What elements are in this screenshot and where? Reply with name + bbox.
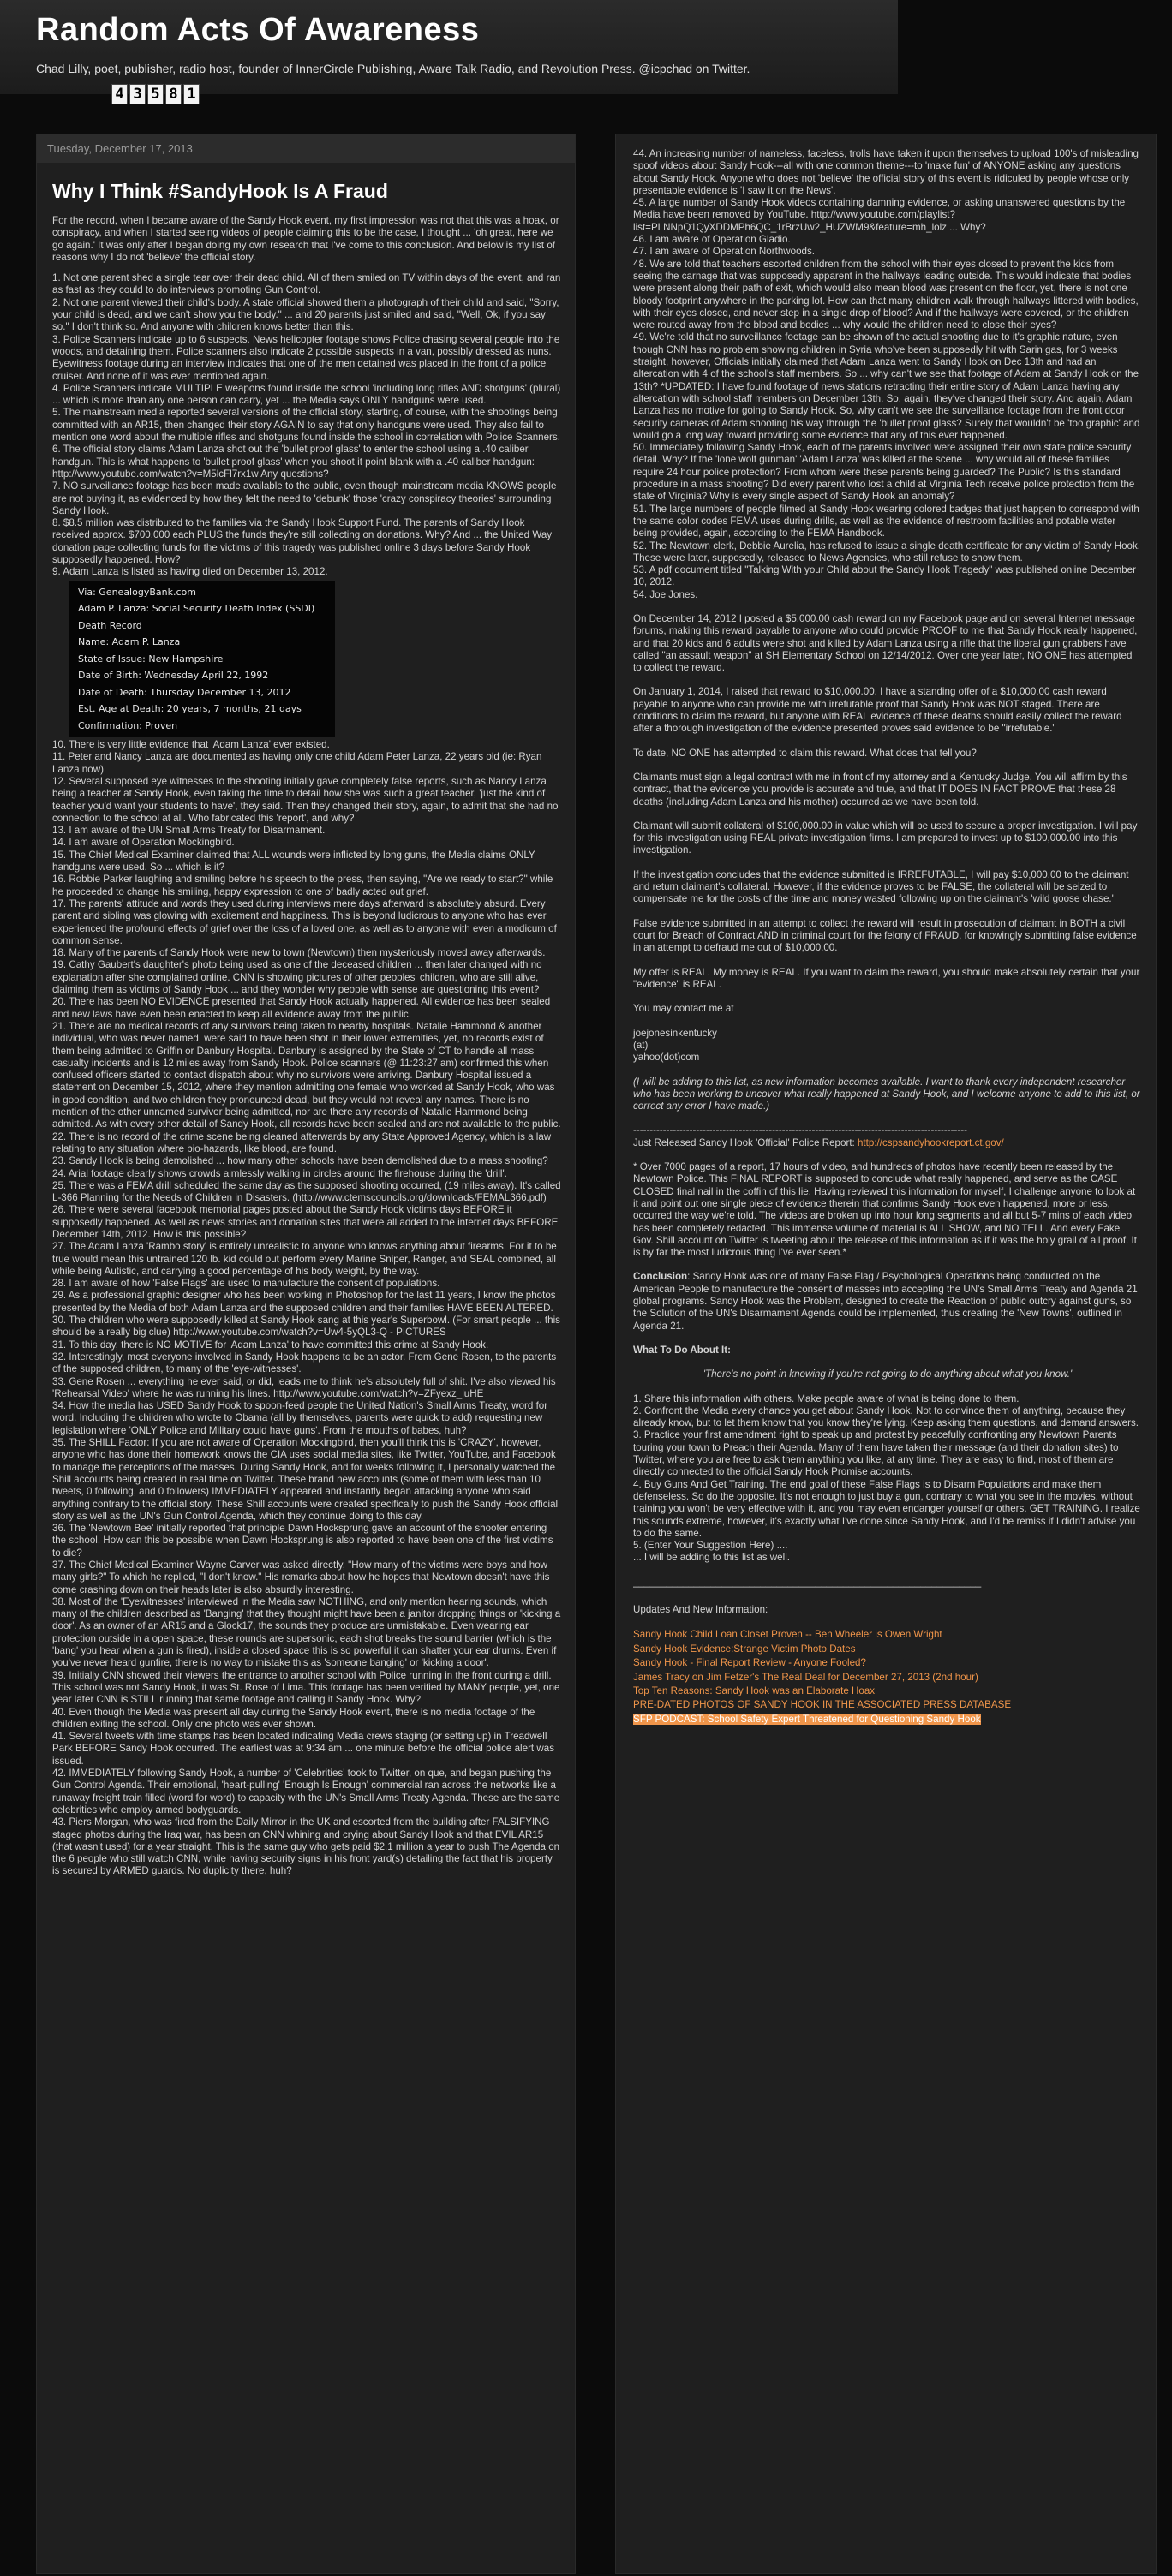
reason-item: 7. NO surveillance footage has been made available to the public, even though mainstream media KNOWS people are not buying it, as evidenced by how they felt the need to 'debunk' those 'crazy conspiracy theories' surrounding Sandy Hook. — [52, 480, 557, 516]
police-report-label: Just Released Sandy Hook 'Official' Police Report: — [633, 1136, 858, 1148]
reason-item: 17. The parents' attitude and words they used during interviews mere days afterward is absolutely absurd. Every parent and sibling was glowing with excitement and happiness. This is beyond ludicrous to anyone who has ever experienced the profound effects of grief over the loss of a loved one, as well as to anyone with even a modicum of common sense. — [52, 897, 557, 946]
contact-line: (at) — [633, 1040, 649, 1051]
reward-paragraph: False evidence submitted in an attempt to collect the reward will result in prosecution of claimant in BOTH a civil court for Breach of Contract AND in criminal court for the felony of FRAUD, for knowingly submitting false evidence in an attempt to defraud me out of $10,000.00. — [633, 917, 1137, 954]
ssdi-line: Est. Age at Death: 20 years, 7 months, 21 days — [78, 703, 302, 715]
post-title[interactable]: Why I Think #SandyHook Is A Fraud — [52, 180, 388, 202]
ssdi-line: Via: GenealogyBank.com — [78, 586, 196, 598]
post-body — [37, 215, 575, 1878]
update-link[interactable]: PRE-DATED PHOTOS OF SANDY HOOK IN THE ASSOCIATED PRESS DATABASE — [633, 1699, 1012, 1711]
reason-item: 23. Sandy Hook is being demolished ... how many other schools have been demolished due to a mass shooting? — [52, 1155, 548, 1167]
reason-item: 34. How the media has USED Sandy Hook to spoon-feed people the United Nation's Small Arms Treaty, word for word. Including the children who wrote to Obama (all by themselves, parents were quick to add) requesting new legislation where 'ONLY Police and Military could have guns'. From the mouths of babes, huh? — [52, 1400, 548, 1436]
post-date: Tuesday, December 17, 2013 — [37, 134, 575, 163]
action-step: 3. Practice your first amendment right to speak up and protest by peacefully confronting any Newtown Parents touring your town to Preach their Agenda. Many of them have taken their message (and their donation sites) to Twitter, where you are free to ask them anything you like, at any time. They are easy to find, most of them are directly connected to the official Sandy Hook Promise accounts. — [633, 1429, 1119, 1478]
main-post-column — [36, 134, 576, 2574]
reason-item: 11. Peter and Nancy Lanza are documented as having only one child Adam Peter Lanza, 22 years old (ie: Ryan Lanza now) — [52, 751, 542, 775]
reward-paragraph: My offer is REAL. My money is REAL. If you want to claim the reward, you should make absolutely certain that your "evidence" is REAL. — [633, 966, 1140, 990]
reason-item: 37. The Chief Medical Examiner Wayne Carver was asked directly, "How many of the victims were boys and how many girls?" To which he replied, "I don't know." His remarks about how he hopes that Newtown doesn't have this come crashing down on their heads later is also absurdly interesting. — [52, 1559, 550, 1595]
reasons-list-part-2 — [52, 739, 561, 1878]
update-link[interactable]: James Tracy on Jim Fetzer's The Real Deal for December 27, 2013 (2nd hour) — [633, 1671, 978, 1683]
action-steps — [633, 1393, 1142, 1565]
update-link[interactable]: Sandy Hook Child Loan Closet Proven -- Ben Wheeler is Owen Wright — [633, 1629, 942, 1641]
reason-item: 49. We're told that no surveillance footage can be shown of the actual shooting due to it's graphic nature, even though CNN has no problem showing children in Syria who've been supposedly hit with Sarin gas, for 3 weeks straight, however, Officials initially claimed that Adam Lanza went to Sandy Hook on Dec 13th and had an altercation with 4 of the school's staff members. So ... why can't we see that footage of Adam at Sandy Hook on the 13th? *UPDATED: I have found footage of news stations retracting their entire story of Adam Lanza having any altercation with school staff members on December 13th. So, again, they've changed their story. And again, Adam Lanza has no motive for going to Sandy Hook. So, why can't we see the surveillance footage from the front door security cameras of Adam shooting his way through the 'bullet proof glass? Surely that wouldn't be 'too graphic' and would go a long way toward providing some evidence that any of this ever happened. — [633, 331, 1140, 441]
reward-paragraph: To date, NO ONE has attempted to claim this reward. What does that tell you? — [633, 747, 977, 759]
counter-digit: 1 — [183, 84, 200, 104]
contact-info — [633, 1003, 1142, 1064]
reason-item: 42. IMMEDIATELY following Sandy Hook, a number of 'Celebrities' took to Twitter, on que, and began pushing the Gun Control Agenda. Their emotional, 'heart-pulling' 'Enough Is Enough' commercial ran across the networks like a runaway freight train filled (word for word) to capacity with the UN's Small Arms Treaty Agenda. These are the same celebrities who employ armed bodyguards. — [52, 1768, 560, 1816]
reasons-list-part-1 — [52, 272, 561, 578]
reason-item: 28. I am aware of how 'False Flags' are used to manufacture the consent of populations. — [52, 1278, 440, 1290]
update-link[interactable]: Top Ten Reasons: Sandy Hook was an Elaborate Hoax — [633, 1685, 876, 1696]
contact-line: yahoo(dot)com — [633, 1052, 700, 1064]
hit-counter — [111, 84, 200, 104]
ssdi-line: State of Issue: New Hampshire — [78, 653, 224, 665]
reason-item: 31. To this day, there is NO MOTIVE for 'Adam Lanza' to have committed this crime at Sandy Hook. — [52, 1339, 489, 1351]
ssdi-line: Name: Adam P. Lanza — [78, 636, 181, 648]
blog-title[interactable]: Random Acts Of Awareness — [36, 12, 480, 48]
updates-list — [633, 1628, 1142, 1726]
contact-lead: You may contact me at — [633, 1003, 734, 1015]
reward-paragraph: On December 14, 2012 I posted a $5,000.00 cash reward on my Facebook page and on several Internet message forums, making this reward payable to anyone who could provide PROOF to me that Sandy Hook really happened, and that 20 kids and 6 adults were shot and killed by Adam Lanza using a rifle that the liberal gun grabbers have called "an assault weapon" at SH Elementary School on 12/14/2012. Over one year later, NO ONE has attempted to collect the reward. — [633, 612, 1138, 674]
action-step: 5. (Enter Your Suggestion Here) .... — [633, 1540, 788, 1552]
reason-item: 45. A large number of Sandy Hook videos containing damning evidence, or asking unanswered questions by the Media have been removed by YouTube. http://www.youtube.com/playlist?list=PLNNpQ1QyXDDMPh6QC_1rBrzUw2_HUZWM9&feature=mh_lolz ... Why? — [633, 197, 1126, 233]
reason-item: 3. Police Scanners indicate up to 6 suspects. News helicopter footage shows Police chasing several people into the woods, and detaining them. Police scanners also indicate 2 possible suspects in a van, possibly dressed as nuns. Eyewitness footage during an interview indicates that one of the men detained was placed in the front of a police cruiser. And none of it was ever mentioned again. — [52, 333, 560, 382]
update-link[interactable]: SFP PODCAST: School Safety Expert Threatened for Questioning Sandy Hook — [633, 1713, 981, 1725]
reason-item: 35. The SHILL Factor: If you are not aware of Operation Mockingbird, then you'll think this is 'CRAZY', however, anyone who has done their homework knows the CIA uses social media sites, like Twitter, YouTube, and Facebook to manage the perceptions of the masses. During Sandy Hook, and for weeks following it, I personally watched the Shill accounts being created in real time on Twitter. These brand new accounts (some of them with less than 10 tweets, 0 following, and 0 followers) IMMEDIATELY appeared and instantly began attacking anyone who said anything contrary to the official story. These Shill accounts were created specifically to push the Sandy Hook official story as well as the UN's Gun Control Agenda, which they continue doing to this day. — [52, 1437, 559, 1522]
ssdi-line: Adam P. Lanza: Social Security Death Index (SSDI) Death Record — [78, 603, 315, 631]
reward-section — [633, 613, 1142, 991]
contact-line: joejonesinkentucky — [633, 1027, 717, 1039]
ssdi-line: Confirmation: Proven — [78, 719, 178, 731]
reason-item: 51. The large numbers of people filmed at Sandy Hook wearing colored badges that just happen to correspond with the same color codes FEMA uses during drills, as well as the evidence of restroom facilities and potable water being provided, again, according to the FEMA Handbook. — [633, 503, 1139, 540]
reason-item: 44. An increasing number of nameless, faceless, trolls have taken it upon themselves to upload 100's of misleading spoof videos about Sandy Hook---all with one common theme---to 'make fun' of ANYONE asking any questions about Sandy Hook. Anyone who does not 'believe' the official story of this event is ridiculed by people whose only presentable evidence is 'I saw it on the News'. — [633, 148, 1139, 196]
update-link[interactable]: Sandy Hook - Final Report Review - Anyone Fooled? — [633, 1657, 866, 1669]
reason-item: 47. I am aware of Operation Northwoods. — [633, 246, 816, 258]
police-report-line — [633, 1137, 1142, 1149]
reward-paragraph: On January 1, 2014, I raised that reward to $10,000.00. I have a standing offer of a $10,000.00 cash reward payable to anyone who can provide me with irrefutable proof that Sandy Hook was NOT staged. There are conditions to claim the reward, but anyone with REAL evidence of these deaths should easily collect the reward after a thorough investigation of the evidence presented proves said evidence to be "irrefutable." — [633, 686, 1122, 735]
reason-item: 1. Not one parent shed a single tear over their dead child. All of them smiled on TV within days of the event, and ran as fast as they could to do interviews promoting Gun Control. — [52, 272, 561, 296]
reason-item: 30. The children who were supposedly killed at Sandy Hook sang at this year's Superbowl. (For smart people ... this should be a really big clue) http://www.youtube.com/watch?v=Uw4-5yQL3-Q - PICTURES — [52, 1315, 560, 1339]
reward-paragraph: Claimants must sign a legal contract with me in front of my attorney and a Kentucky Judge. You will affirm by this contract, that the evidence you provide is accurate and true, and that IT DOES IN FACT PROVE that these 28 deaths (including Adam Lanza and his mother) occurred as we have been told. — [633, 771, 1127, 808]
reason-item: 50. Immediately following Sandy Hook, each of the parents involved were assigned their own state police security detail. Why? If the 'lone wolf gunman' 'Adam Lanza' was killed at the scene ... why would all of these families require 24 hour police protection? From whom were these parents being guarded? The Public? Is this standard procedure in a mass shooting? Did every parent who lost a child at Virginia Tech receive police protection from the state of Virginia? Why is every single aspect of Sandy Hook an anomaly? — [633, 442, 1135, 503]
reason-item: 2. Not one parent viewed their child's body. A state official showed them a photograph of their child and said, "Sorry, your child is dead, and we can't show you the body." ... and 20 parents just smiled and said, "Well, Ok, if you say so." I don't think so. And anyone with children knows better than this. — [52, 296, 559, 333]
what-to-do-quote: 'There's no point in knowing if you're not going to do anything about what you know.' — [703, 1368, 1073, 1380]
reason-item: 21. There are no medical records of any survivors being taken to nearby hospitals. Natalie Hammond & another individual, who was never named, were said to have been shot in their lower extremities, yet, no records exist of them being admitted to Griffin or Danbury Hospital. Danbury is assigned by the State of CT to handle all mass casualty incidents and is 12 miles away from Sandy Hook. Police scanners (@ 11:23:27 am) confirmed this when confused officers started to contact dispatch about why no survivors were arriving. Danbury Hospital issued a statement on December 15, 2012, where they mention admitting one female who worked at Sandy Hook, who was in good condition, and two children they pronounced dead, but they would not reveal any names. There is no mention of the other unnamed survivor being admitted, nor are there any records of Natalie Hammond being admitted. As with every other detail of Sandy Hook, all records have been sealed and are not available to the public. — [52, 1020, 561, 1130]
reason-item: 48. We are told that teachers escorted children from the school with their eyes closed to prevent the kids from seeing the carnage that was supposedly apparent in the hallways leading outside. This would indicate that bodies were present along their path of exit, which would also mean blood was present on the floor, yet, there is not one bloody footprint anywhere in the parking lot. How can that many children walk through hallways littered with bodies, with their eyes closed, and never step in a single drop of blood? And if the hallways were covered, or the children were routed away from the blood and bodies ... why would the children need to close their eyes? — [633, 258, 1139, 331]
reason-item: 36. The 'Newtown Bee' initially reported that principle Dawn Hocksprung gave an account of the shooter entering the school. How can this be possible when Dawn Hocksprung is also reported to have been one of the first victims to die? — [52, 1523, 553, 1559]
reason-item: 20. There has been NO EVIDENCE presented that Sandy Hook actually happened. All evidence has been sealed and new laws have even been enacted to keep all evidence away from the public. — [52, 996, 551, 1020]
reason-item: 5. The mainstream media reported several versions of the official story, starting, of course, with the shootings being committed with an AR15, then changed their story AGAIN to say that only handguns were used. They also fail to mention one word about the multiple rifles and shotguns found inside the school in correlation with Police Scanners. — [52, 407, 560, 444]
ssdi-record-image — [69, 581, 335, 738]
reason-item: 6. The official story claims Adam Lanza shot out the 'bullet proof glass' to enter the school using a .40 caliber handgun. This is what happens to 'bullet proof glass' when you shoot it point blank with a .40 caliber handgun: http://www.youtube.com/watch?v=M5lcFl7rx1w Any questions? — [52, 444, 535, 480]
reason-item: 10. There is very little evidence that 'Adam Lanza' ever existed. — [52, 739, 330, 751]
reason-item: 4. Police Scanners indicate MULTIPLE weapons found inside the school 'including long rifles AND shotguns' (plural) ... which is more than any one person can carry, yet ... the Media says ONLY handguns were used. — [52, 382, 561, 407]
reason-item: 15. The Chief Medical Examiner claimed that ALL wounds were inflicted by long guns, the Media claims ONLY handguns were used. So ... which is it? — [52, 849, 535, 874]
counter-digit: 4 — [111, 84, 128, 104]
update-link[interactable]: Sandy Hook Evidence:Strange Victim Photo Dates — [633, 1643, 856, 1655]
reason-item: 43. Piers Morgan, who was fired from the Daily Mirror in the UK and escorted from the building after FALSIFYING staged photos during the Iraq war, has been on CNN whining and crying about Sandy Hook and that EVIL AR15 (that wasn't used) for a year straight. This is the same guy who gets paid $2.1 million a year to push The Agenda on the 6 people who still watch CNN, while having security signs in his front yard(s) detailing the fact that his property is secured by ARMED guards. No duplicity there, huh? — [52, 1816, 560, 1877]
action-step: 2. Confront the Media every chance you get about Sandy Hook. Not to convince them of anything, because they already know, but to let them know that you know they're lying. Keep asking them questions, and demand answers. — [633, 1404, 1139, 1429]
reason-item: 13. I am aware of the UN Small Arms Treaty for Disarmament. — [52, 825, 326, 837]
post-intro: For the record, when I became aware of the Sandy Hook event, my first impression was not that this was a hoax, or conspiracy, and when I started seeing videos of people claiming this to be the case, I thought ... 'oh great, here we go again.' It was only after I began doing my own research that I've come to this conclusion. And below is my list of reasons why I do not 'believe' the official story. — [52, 215, 559, 263]
hr-divider: _______________________________________________________________ — [633, 1576, 982, 1588]
post-body-continued — [616, 134, 1156, 1726]
ssdi-line: Date of Death: Thursday December 13, 2012 — [78, 686, 291, 698]
reason-item: 53. A pdf document titled "Talking With your Child about the Sandy Hook Tragedy" was published online December 10, 2012. — [633, 564, 1136, 588]
reward-paragraph: If the investigation concludes that the evidence submitted is IRREFUTABLE, I will pay $10,000.00 to the claimant and return claimant's collateral. However, if the evidence proves to be FALSE, the collateral will be seized to compensate me for the costs of the time and money wasted following up on the claimant's 'wild goose chase.' — [633, 868, 1129, 905]
police-report-link[interactable]: http://cspsandyhookreport.ct.gov/ — [857, 1136, 1004, 1148]
action-step: 4. Buy Guns And Get Training. The end goal of these False Flags is to Disarm Populations and make them defenseless. So do the opposite. It's not enough to just buy a gun, contrary to what you see in the movies, without training you won't be very effective with it, and you may even endanger yourself or others. GET TRAINING. I realize this sounds extreme, however, it's exactly what I've done since Sandy Hook, and I'd be remiss if I didn't advise you to do the same. — [633, 1478, 1140, 1539]
reason-item: 41. Several tweets with time stamps has been located indicating Media crews staging (or setting up) in Treadwell Park BEFORE Sandy Hook occurred. The earliest was at 9:34 am ... one minute before the official police alert was issued. — [52, 1731, 554, 1767]
counter-digit: 3 — [129, 84, 146, 104]
reason-item: 46. I am aware of Operation Gladio. — [633, 234, 791, 246]
ssdi-line: Date of Birth: Wednesday April 22, 1992 — [78, 670, 269, 682]
blog-header — [0, 0, 898, 103]
reason-item: 29. As a professional graphic designer who has been working in Photoshop for the last 11 years, I know the photos presented by the Media of both Adam Lanza and the supposed children and their families HAVE BEEN ALTERED. — [52, 1290, 556, 1314]
reason-item: 19. Cathy Gaubert's daughter's photo being used as one of the deceased children ... then later changed with no explanation after she complained online. CNN is showing pictures of other peoples' children, who are still alive, claiming them as victims of Sandy Hook ... and they wonder why people with sense are questioning this event? — [52, 959, 542, 996]
what-to-do-heading: What To Do About It: — [633, 1344, 731, 1356]
reason-item: 52. The Newtown clerk, Debbie Aurelia, has refused to issue a single death certificate for any victim of Sandy Hook. These were later, supposedly, released to News Agencies, who still refuse to show them. — [633, 540, 1141, 564]
reason-item: 24. Arial footage clearly shows crowds aimlessly walking in circles around the firehouse during the 'drill'. — [52, 1167, 507, 1179]
post-continuation-column — [615, 134, 1157, 2574]
counter-digit: 5 — [147, 84, 164, 104]
reasons-list-part-3 — [633, 148, 1142, 601]
italic-note: (I will be adding to this list, as new information becomes available. I want to thank every independent researcher who has been working to uncover what really happened at Sandy Hook, and I welcome anyone to add to this list, or correct any error I have made.) — [633, 1076, 1140, 1112]
reason-item: 54. Joe Jones. — [633, 588, 698, 600]
reason-item: 9. Adam Lanza is listed as having died on December 13, 2012. — [52, 566, 328, 578]
blog-description: Chad Lilly, poet, publisher, radio host, founder of InnerCircle Publishing, Aware Talk Radio, and Revolution Press. @icpchad on Twitter. — [36, 62, 750, 75]
reason-item: 27. The Adam Lanza 'Rambo story' is entirely unrealistic to anyone who knows anything about firearms. For it to be true would mean this untrained 120 lb. kid could out perform every Marine Sniper, Ranger, and SEAL combined, all while being Autistic, and carrying a good percentage of his body weight, by the way. — [52, 1241, 557, 1277]
reason-item: 26. There were several facebook memorial pages posted about the Sandy Hook victims days BEFORE it supposedly happened. As well as news stories and donation sites that were all added to the internet days BEFORE December 14th, 2012. How is this possible? — [52, 1204, 559, 1240]
reason-item: 40. Even though the Media was present all day during the Sandy Hook event, there is no media footage of the children exiting the school. Only one photo was ever shown. — [52, 1706, 535, 1730]
conclusion-label: Conclusion — [633, 1271, 688, 1283]
reason-item: 18. Many of the parents of Sandy Hook were new to town (Newtown) then mysteriously moved away afterwards. — [52, 947, 546, 959]
action-step: 1. Share this information with others. Make people aware of what is being done to them. — [633, 1392, 1020, 1404]
reason-item: 25. There was a FEMA drill scheduled the same day as the supposed shooting occurred, (19 miles away). It's called L-366 Planning for the Needs of Children in Disasters. (http://www.ctemscouncils.org/downloads/FEMAL366.pdf) — [52, 1179, 561, 1204]
dash-divider: ----------------------------------------------------------------------------------------------------- — [633, 1124, 967, 1136]
reason-item: 16. Robbie Parker laughing and smiling before his speech to the press, then saying, "Are we ready to start?" while he proceeded to change his smiling, happy expression to one of badly acted out grief. — [52, 874, 553, 897]
reason-item: 38. Most of the 'Eyewitnesses' interviewed in the Media saw NOTHING, and only mention hearing sounds, which many of the children described as 'Banging' that they thought might have been a janitor dropping things or 'kicking a door'. As an owner of an AR15 and a Glock17, the sounds they produce are unmistakable. Even wearing ear protection outside in a open space, these rounds are supersonic, each shot breaks the sound barrier (which is the 'bang' you hear when a gun is fired), inside a closed space this is so powerful it can shatter your ear drums. Even if you've never heard gunfire, there is no way to mistake this as 'someone banging' or 'kicking a door'. — [52, 1595, 561, 1669]
reward-paragraph: Claimant will submit collateral of $100,000.00 in value which will be used to secure a proper investigation. I will pay for this investigation using REAL private investigation firms. I am prepared to invest up to $100,000.00 into this investigation. — [633, 820, 1138, 856]
conclusion — [633, 1271, 1142, 1332]
counter-digit: 8 — [165, 84, 182, 104]
reason-item: 22. There is no record of the crime scene being cleaned afterwards by any State Approved Agency, which is a law relating to any situation where bio-hazards, like blood, are found. — [52, 1130, 552, 1154]
report-quote: * Over 7000 pages of a report, 17 hours of video, and hundreds of photos have recently been released by the Newtown Police. This FINAL REPORT is supposed to conclude what really happened, and serve as the CASE CLOSED final nail in the coffin of this lie. Having reviewed this information for myself, I challenge anyone to look at it and point out one single piece of evidence therein that confirms Sandy Hook even happened, more or less, occurred the way we're told. The videos are broken up into hour long segments and all but 5-7 mins of each video has been completely redacted. This immense volume of material is ALL SHOW, and NO TELL. And every Fake Gov. Shill account on Twitter is tweeting about the release of this information as if it was the holy grail of all proof. It is by far the most ludicrous thing I've ever seen.* — [633, 1161, 1137, 1259]
reason-item: 32. Interestingly, most everyone involved in Sandy Hook happens to be an actor. From Gene Rosen, to the parents of the supposed children, to many of the 'eye-witnesses'. — [52, 1351, 557, 1375]
reason-item: 39. Initially CNN showed their viewers the entrance to another school with Police running in the front during a drill. This school was not Sandy Hook, it was St. Rose of Lima. This footage has been verified by MANY people, yet, one year later CNN is STILL running that same footage and calling it Sandy Hook. Why? — [52, 1669, 560, 1706]
reason-item: 14. I am aware of Operation Mockingbird. — [52, 837, 235, 849]
conclusion-text: : Sandy Hook was one of many False Flag / Psychological Operations being conducted on the American People to manufacture the consent of masses into accepting the UN's Small Arms Treaty and Agenda 21 global programs. Sandy Hook was the Problem, designed to create the Reaction of public outcry against guns, so the Solution of the UN's Disarmament Agenda could be implemented, thus creating the 'New Towns', outlined in Agenda 21. — [633, 1271, 1138, 1332]
action-step: ... I will be adding to this list as well. — [633, 1552, 791, 1564]
updates-heading: Updates And New Information: — [633, 1603, 768, 1615]
reason-item: 12. Several supposed eye witnesses to the shooting initially gave completely false reports, such as Nancy Lanza being a teacher at Sandy Hook, even taking the time to detail how she was such a great teacher, 'just the kind of teacher you'd want your students to have', they said. Then they changed their story, again, to admit that she had no connection to the school at all. Who fabricated this 'report', and why? — [52, 776, 559, 824]
reason-item: 8. $8.5 million was distributed to the families via the Sandy Hook Support Fund. The parents of Sandy Hook received approx. $700,000 each PLUS the funds they're still collecting on donations. Why? And ... the United Way donation page collecting funds for the victims of this tragedy was published online 3 days before Sandy Hook supposedly happened. How? — [52, 517, 553, 566]
reason-item: 33. Gene Rosen ... everything he ever said, or did, leads me to think he's absolutely full of shit. I've also viewed his 'Rehearsal Video' where he was running his lines. http://www.youtube.com/watch?v=ZFyexz_luHE — [52, 1375, 556, 1399]
